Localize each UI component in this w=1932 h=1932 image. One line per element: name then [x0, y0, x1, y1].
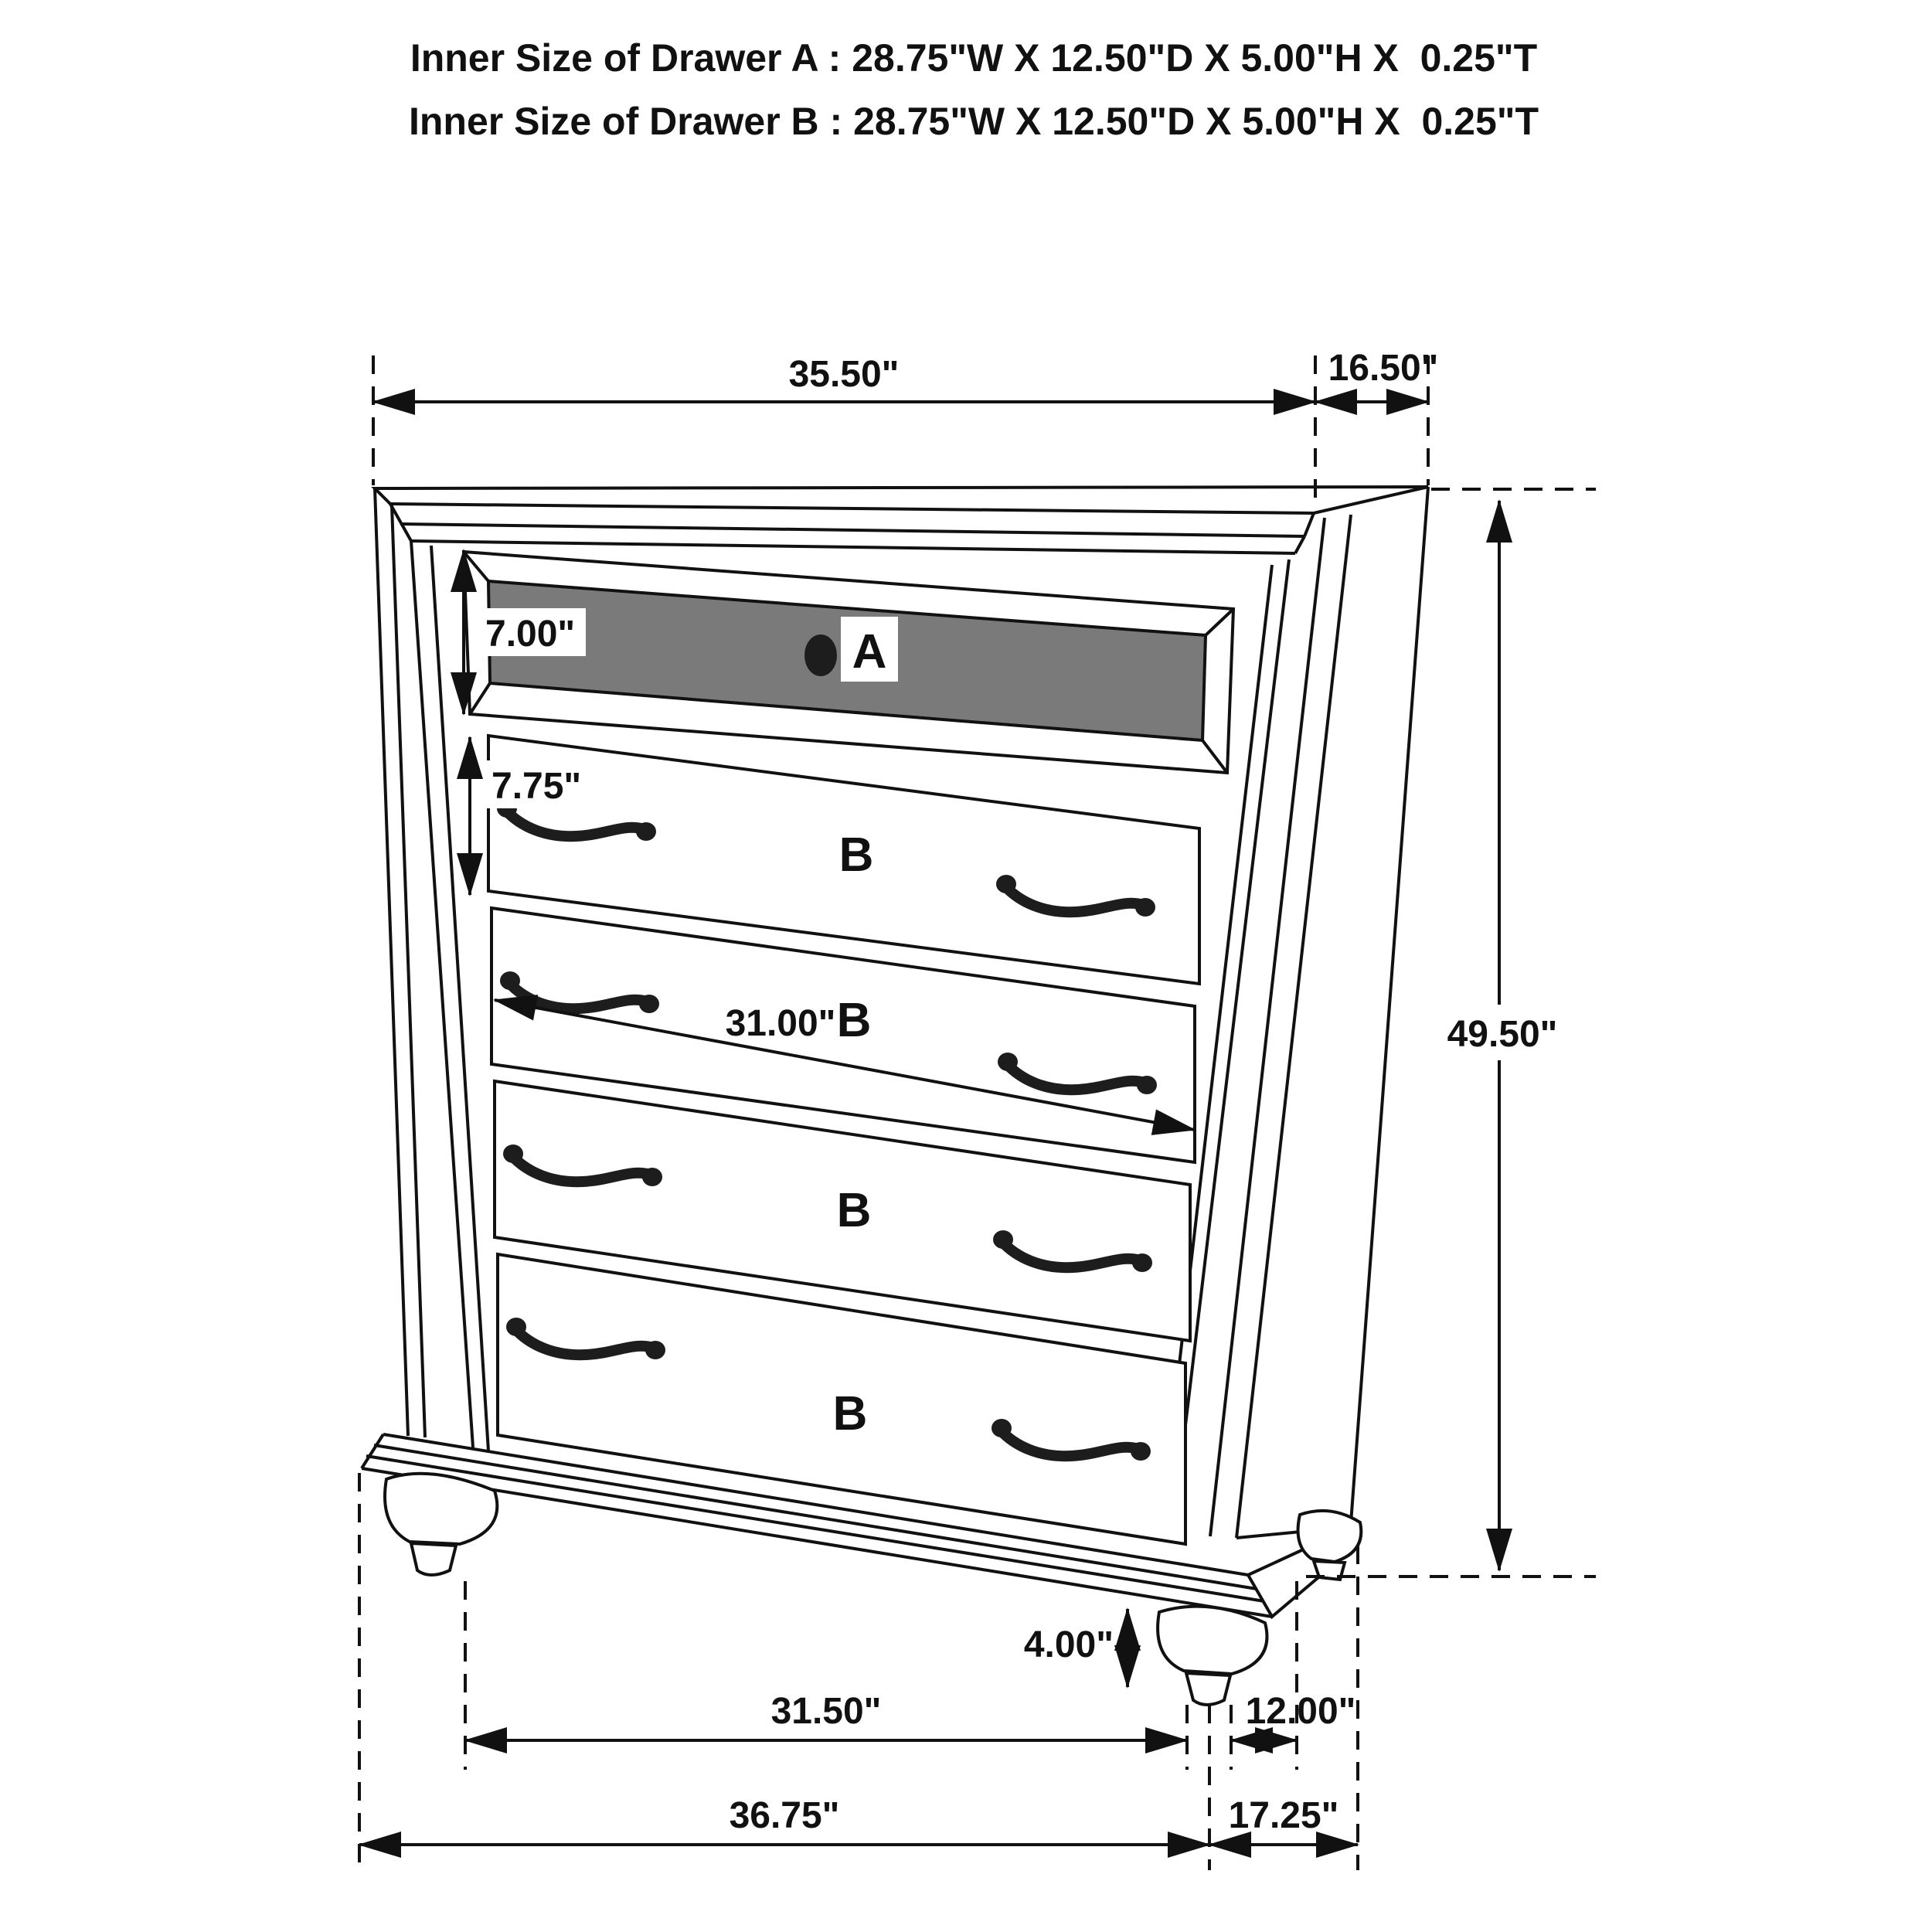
drawer-b3-label: B	[836, 1184, 872, 1237]
drawer-a-knob-icon	[804, 634, 837, 676]
dim-base-depth-label: 12.00"	[1245, 1691, 1356, 1732]
header-line-2: Inner Size of Drawer B : 28.75"W X 12.50"D X 5.00"H X 0.25"T	[408, 100, 1539, 143]
header-line-1: Inner Size of Drawer A : 28.75"W X 12.50"D X 5.00"H X 0.25"T	[410, 36, 1538, 80]
drawer-b2-label: B	[836, 994, 872, 1047]
chest-drawing	[362, 487, 1428, 1705]
drawer-a-label: A	[852, 625, 887, 679]
dim-overall-width-label: 36.75"	[729, 1795, 840, 1836]
dim-drawer-a-height-label: 7.00"	[485, 614, 576, 655]
drawer-a	[464, 552, 1233, 773]
front-left-foot	[385, 1474, 497, 1575]
front-right-foot	[1158, 1607, 1267, 1705]
chest-top-surface	[375, 487, 1428, 513]
dim-drawer-width-label: 31.00"	[725, 1003, 836, 1044]
dim-overall-height-label: 49.50"	[1447, 1014, 1558, 1055]
dim-top-depth-label: 16.50"	[1328, 348, 1439, 389]
drawer-b4-label: B	[832, 1387, 868, 1440]
dim-drawer-b-height-label: 7.75"	[492, 766, 582, 807]
dim-overall-depth-label: 17.25"	[1228, 1795, 1339, 1836]
dim-base-width-label: 31.50"	[770, 1691, 882, 1732]
dim-top-width-label: 35.50"	[788, 354, 900, 395]
header	[409, 36, 1539, 143]
dim-leg-height-label: 4.00"	[1023, 1624, 1114, 1665]
drawer-b1-label: B	[838, 828, 874, 882]
